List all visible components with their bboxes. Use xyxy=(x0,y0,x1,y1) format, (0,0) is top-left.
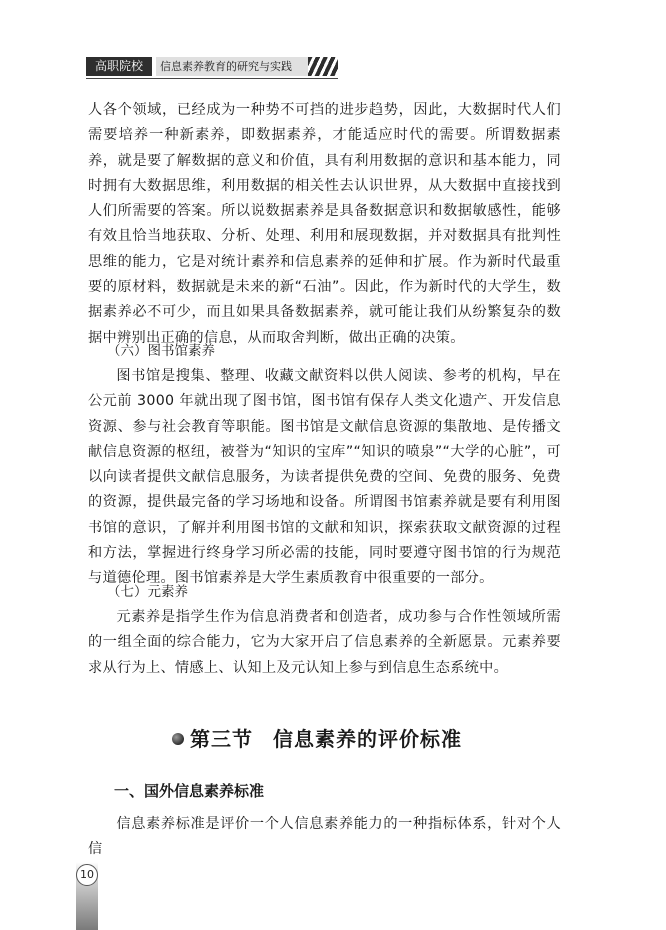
header-rule xyxy=(86,78,338,79)
header-book-title: 信息素养教育的研究与实践 xyxy=(156,57,310,76)
page-number: 10 xyxy=(76,864,98,886)
paragraph-data-literacy: 人各个领域，已经成为一种势不可挡的进步趋势，因此，大数据时代人们需要培养一种新素养，即数据素养，才能适应时代的需要。所谓数据素养，就是要了解数据的意义和价值，具有利用数据的意识和基本能力，同时拥有大数据思维，利用数据的相关性去认识世界，从大数据中直接找到人们所需要的答案。所以说数据素养是具备数据意识和数据敏感性，能够有效且恰当地获取、分析、处理、利用和展现数据，并对数据具有批判性思维的能力，它是对统计素养和信息素养的延伸和扩展。作为新时代最重要的原材料，数据就是未来的新“石油”。因此，作为新时代的大学生，数据素养必不可少，而且如果具备数据素养，就可能让我们从纷繁复杂的数据中辨别出正确的信息，从而取舍判断，做出正确的决策。 xyxy=(88,102,561,346)
header-series-label: 高职院校 xyxy=(86,57,152,76)
header-stripe-decoration xyxy=(308,57,338,76)
section-bullet-icon xyxy=(172,733,184,745)
paragraph-library-literacy: 图书馆是搜集、整理、收藏文献资料以供人阅读、参考的机构，早在公元前 3000 年就出现了图书馆，图书馆有保存人类文化遗产、开发信息资源、参与社会教育等职能。图书馆是文献信息资源的集散地、是传播文献信息资源的枢纽，被誉为“知识的宝库”“知识的喷泉”“大学的心脏”，可以向读者提供文献信息服务，为读者提供免费的空间、免费的服务、免费的资源，提供最完备的学习场地和设备。所谓图书馆素养就是要有利用图书馆的意识，了解并利用图书馆的文献和知识，探索获取文献资源的过程和方法，掌握进行终身学习所必需的技能，同时要遵守图书馆的行为规范与道德伦理。图书馆素养是大学生素质教育中很重要的一部分。 xyxy=(88,368,561,587)
subheading-meta-literacy: （七）元素养 xyxy=(107,584,188,600)
running-header xyxy=(86,57,338,76)
paragraph-meta-literacy: 元素养是指学生作为信息消费者和创造者，成功参与合作性领域所需的一组全面的综合能力，它为大家开启了信息素养的全新愿景。元素养要求从行为上、情感上、认知上及元认知上参与到信息生态系统中。 xyxy=(88,609,561,676)
section-title xyxy=(172,724,462,754)
section-number: 第三节 xyxy=(190,727,253,751)
section-heading: 信息素养的评价标准 xyxy=(273,727,462,751)
subheading-library-literacy: （六）图书馆素养 xyxy=(107,343,215,359)
subsection-title: 一、国外信息素养标准 xyxy=(114,782,265,800)
paragraph-standards-intro: 信息素养标准是评价一个人信息素养能力的一种指标体系，针对个人信 xyxy=(88,816,561,858)
